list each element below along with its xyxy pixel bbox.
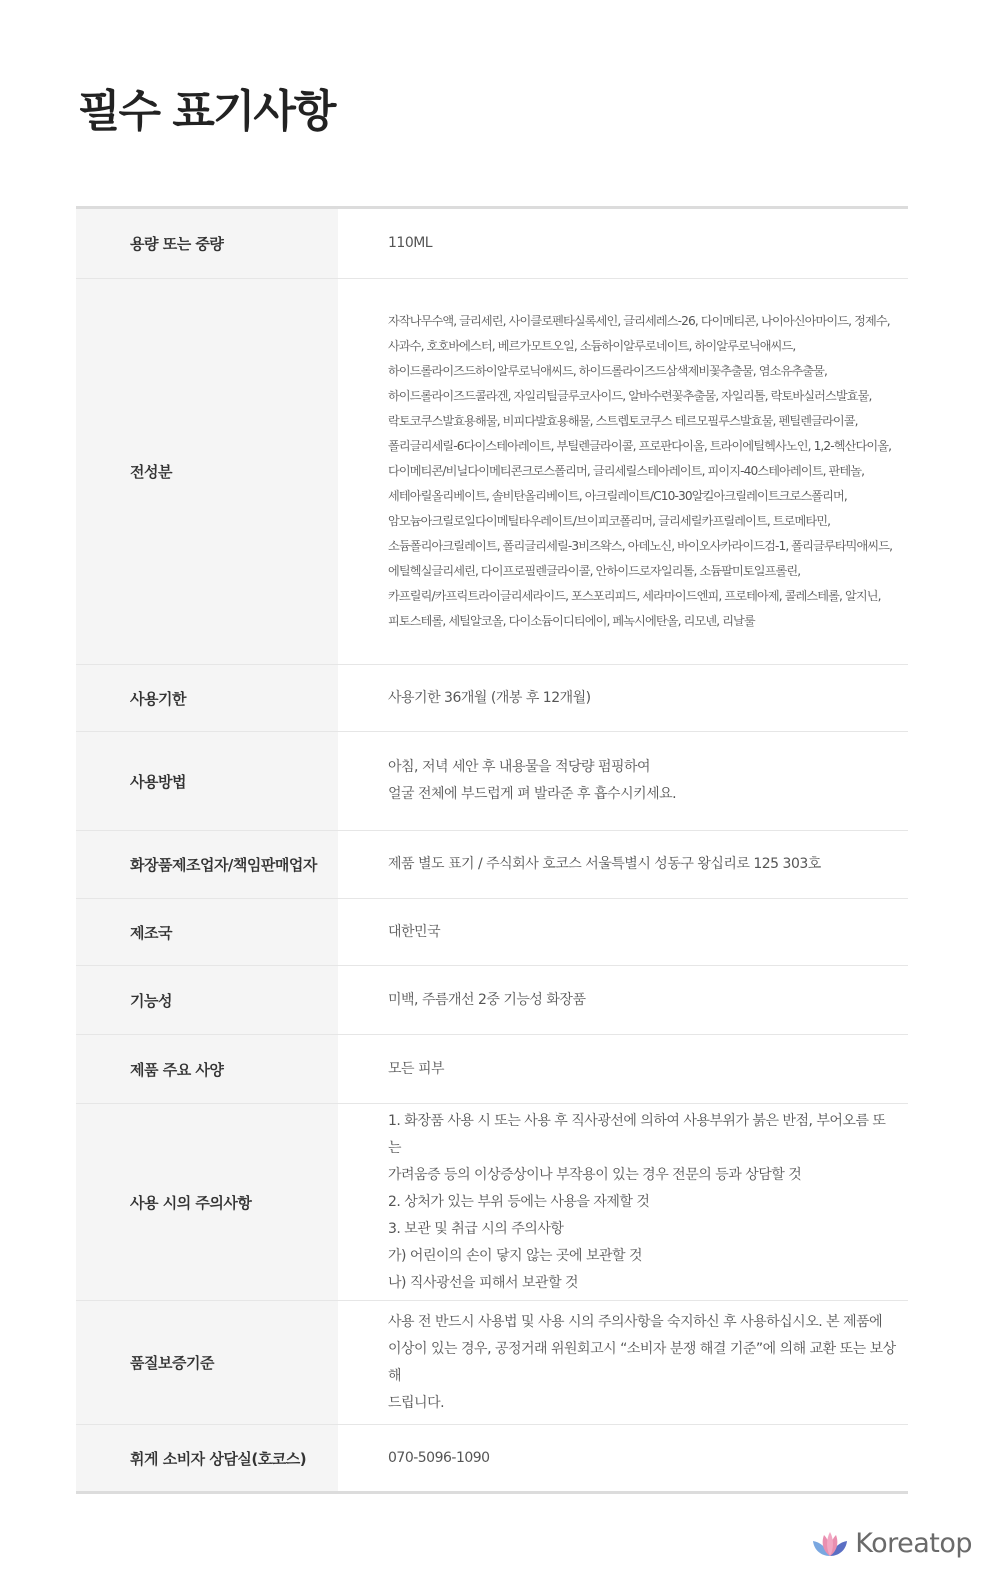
brand-logo: [811, 1528, 972, 1559]
spec-value-text: 제품 별도 표기 / 주식회사 호코스 서울특별시 성동구 왕십리로 125 303호: [388, 856, 821, 872]
spec-row-ingredients: [76, 279, 908, 665]
spec-value-text: 모든 피부: [388, 1060, 445, 1077]
spec-value: [338, 279, 908, 664]
spec-value: [338, 1035, 908, 1103]
spec-row-function: [76, 966, 908, 1035]
spec-value-text: 아침, 저녁 세안 후 내용물을 적당량 펌핑하여 얼굴 전체에 부드럽게 펴 발라준 후 흡수시키세요.: [388, 759, 677, 802]
spec-label: 화장품제조업자/책임판매업자: [76, 831, 338, 898]
spec-label: 휘게 소비자 상담실(호코스): [76, 1425, 338, 1491]
spec-row-usage: [76, 732, 908, 831]
spec-label: 용량 또는 중량: [76, 209, 338, 278]
spec-value: [338, 732, 908, 830]
lotus-icon: [811, 1529, 849, 1559]
brand-name: Koreatop: [855, 1528, 972, 1559]
spec-row-country: [76, 899, 908, 966]
spec-value: [338, 1425, 908, 1491]
spec-value-text: 사용기한 36개월 (개봉 후 12개월): [388, 689, 591, 706]
spec-value: [338, 1301, 908, 1424]
spec-value: [338, 209, 908, 278]
spec-label: 사용방법: [76, 732, 338, 830]
spec-value-text: 자작나무수액, 글리세린, 사이클로펜타실록세인, 글리세레스-26, 다이메티콘, 나이아신아마이드, 정제수, 사과수, 호호바에스터, 베르가모트오일, 소듐하이알루로네이트, 하이알루로닉애씨드, 하이드롤라이즈드하이알루로닉애씨드, 하이드롤라이즈드삼색제비꽃추출물, 염소유추출물, 하이드롤라이즈드콜라겐, 자일리틸글루코사이드, 알바수련꽃추출물, 자일리톨, 락토바실러스발효물, 락토코쿠스발효용해물, 비피다발효용해물, 스트렙토코쿠스 테르모필루스발효물, 펜틸렌글라이콜, 폴리글리세릴-6다이스테아레이트, 부틸렌글라이콜, 프로판다이올, 트라이에틸헥사노인, 1,2-헥산다이올, 다이메티콘/비닐다이메티콘크로스폴리머, 글리세릴스테아레이트, 피이지-40스테아레이트, 판테놀, 세테아릴올리베이트, 솔비탄올리베이트, 아크릴레이트/C10-30알킬아크릴레이트크로스폴리머, 암모늄아크릴로일다이메틸타우레이트/브이피코폴리머, 글리세릴카프릴레이트, 트로메타민, 소듐폴리아크릴레이트, 폴리글리세릴-3비즈왁스, 아데노신, 바이오사카라이드검-1, 폴리글루타믹애씨드, 에틸헥실글리세린, 다이프로필렌글라이콜, 안하이드로자일리톨, 소듐팔미토일프롤린, 카프릴릭/카프릭트라이글리세라이드, 포스포리피드, 세라마이드엔피, 프로테아제, 콜레스테롤, 알지닌, 피토스테롤, 세틸알코올, 다이소듐이디티에이, 페녹시에탄올, 리모넨, 리날룰: [388, 314, 893, 628]
spec-label: 제품 주요 사양: [76, 1035, 338, 1103]
spec-label: 사용기한: [76, 665, 338, 731]
spec-row-caution: [76, 1104, 908, 1301]
spec-table: [76, 206, 908, 1494]
spec-value: [338, 899, 908, 965]
spec-value: [338, 831, 908, 898]
spec-value-text: 070-5096-1090: [388, 1449, 490, 1466]
spec-value-text: 대한민국: [388, 923, 441, 940]
spec-value-text: 미백, 주름개선 2중 기능성 화장품: [388, 991, 586, 1008]
spec-row-spec: [76, 1035, 908, 1104]
spec-label: 사용 시의 주의사항: [76, 1104, 338, 1300]
spec-row-manufacturer: [76, 831, 908, 899]
spec-value: [338, 966, 908, 1034]
spec-row-contact: [76, 1425, 908, 1491]
spec-label: 제조국: [76, 899, 338, 965]
spec-value-text: 1. 화장품 사용 시 또는 사용 후 직사광선에 의하여 사용부위가 붉은 반점, 부어오름 또는 가려움증 등의 이상증상이나 부작용이 있는 경우 전문의 등과 상담할 것 2. 상처가 있는 부위 등에는 사용을 자제할 것 3. 보관 및 취급 시의 주의사항 가) 어린이의 손이 닿지 않는 곳에 보관할 것 나) 직사광선을 피해서 보관할 것: [388, 1112, 886, 1291]
spec-value: [338, 665, 908, 731]
spec-row-quality: [76, 1301, 908, 1425]
page-title: 필수 표기사항: [78, 86, 335, 137]
spec-value-text: 사용 전 반드시 사용법 및 사용 시의 주의사항을 숙지하신 후 사용하십시오. 본 제품에 이상이 있는 경우, 공정거래 위원회고시 “소비자 분쟁 해결 기준”에 의해 교환 또는 보상해 드립니다.: [388, 1313, 896, 1411]
spec-label: 품질보증기준: [76, 1301, 338, 1424]
spec-row-expiry: [76, 665, 908, 732]
spec-value-text: 110ML: [388, 235, 433, 251]
spec-label: 전성분: [76, 279, 338, 664]
spec-value: [338, 1104, 908, 1300]
spec-label: 기능성: [76, 966, 338, 1034]
spec-row-volume: [76, 209, 908, 279]
